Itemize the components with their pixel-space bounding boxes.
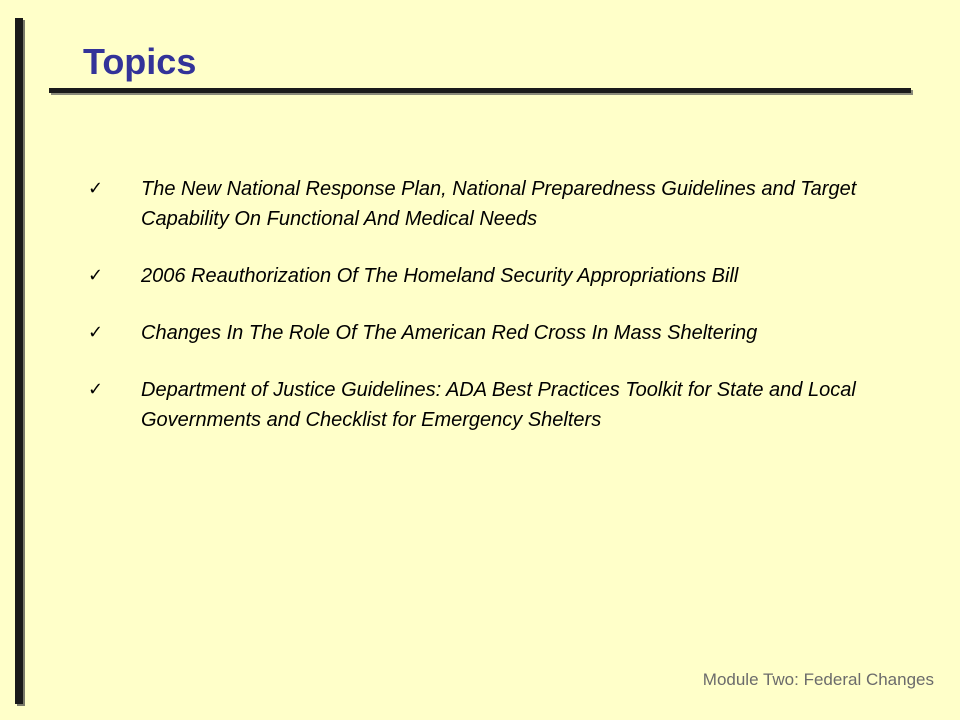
topic-text: Department of Justice Guidelines: ADA Best Practices Toolkit for State and Local Governments and Checklist for Emergency Shelters	[141, 379, 856, 431]
checkmark-icon: ✓	[88, 178, 104, 199]
topic-text: Changes In The Role Of The American Red Cross In Mass Sheltering	[141, 322, 758, 344]
topic-item	[88, 375, 868, 435]
topic-text: 2006 Reauthorization Of The Homeland Security Appropriations Bill	[141, 265, 739, 287]
topic-list	[88, 174, 868, 435]
checkmark-icon: ✓	[88, 379, 104, 400]
topic-item	[88, 174, 868, 234]
left-vertical-bar	[15, 18, 23, 704]
topic-item	[88, 318, 868, 348]
footer-module-label: Module Two: Federal Changes	[702, 670, 934, 689]
slide-title: Topics	[83, 41, 197, 82]
topic-item	[88, 261, 868, 291]
topic-text: The New National Response Plan, National Preparedness Guidelines and Target Capability On Functional And Medical Needs	[141, 178, 857, 230]
checkmark-icon: ✓	[88, 265, 104, 286]
checkmark-icon: ✓	[88, 322, 104, 343]
title-divider	[49, 88, 911, 93]
